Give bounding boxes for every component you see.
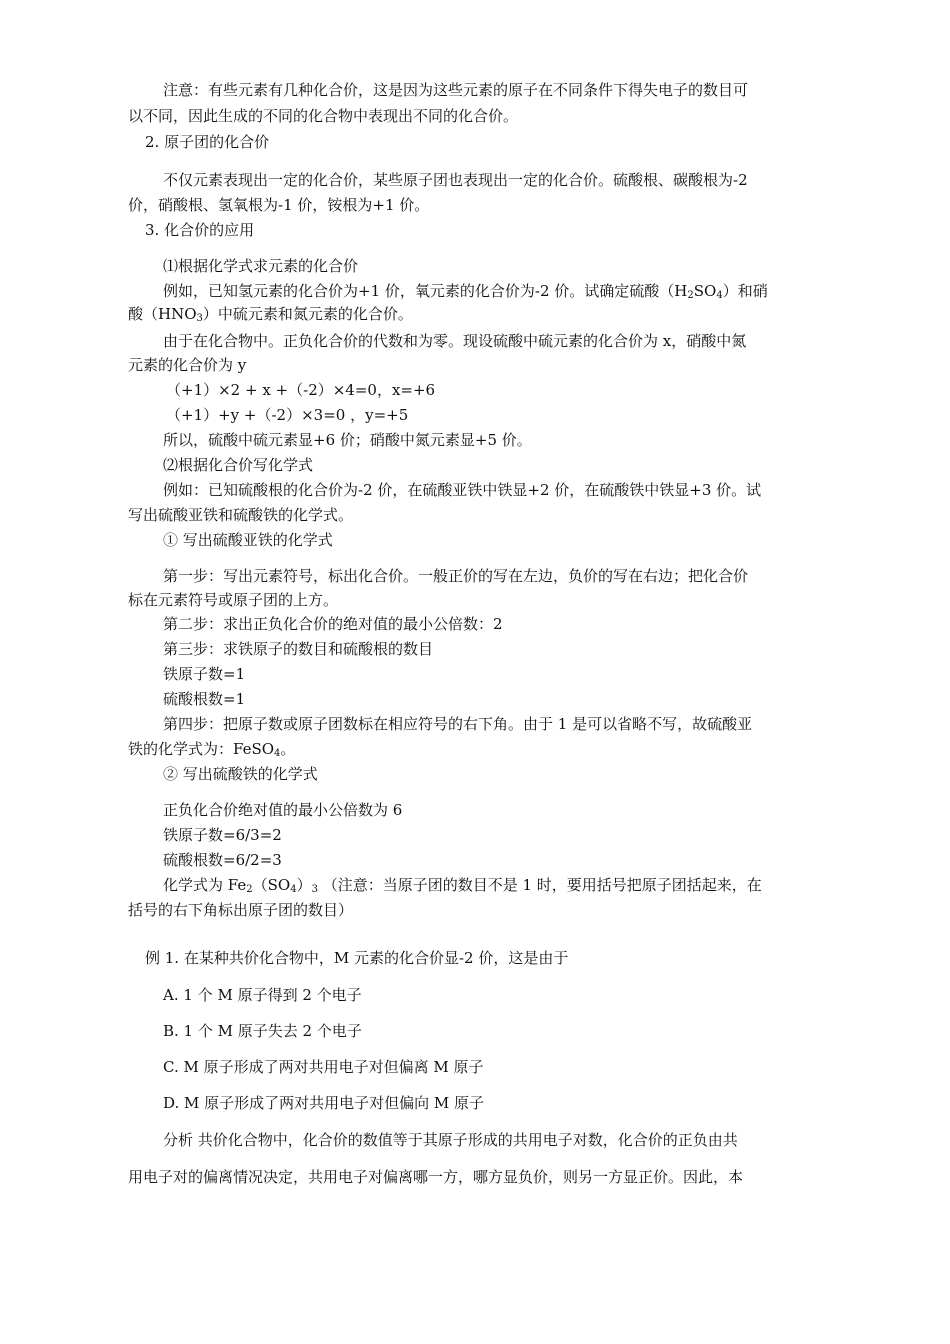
equation-1: （+1）×2 + x +（-2）×4=0，x=+6 [166,381,436,399]
part-1-heading: ① 写出硫酸亚铁的化学式 [163,531,333,549]
step-2: 第二步：求出正负化合价的绝对值的最小公倍数：2 [163,615,503,633]
subsection-2-example-line-1: 例如：已知硫酸根的化合价为-2 价，在硫酸亚铁中铁显+2 价，在硫酸铁中铁显+3 价。试 [163,481,762,499]
analysis-line-1: 分析 共价化合物中，化合价的数值等于其原子形成的共用电子对数，化合价的正负由共 [163,1131,738,1149]
section-2-line-2: 价，硝酸根、氢氧根为-1 价，铵根为+1 价。 [128,196,430,214]
lcm-line: 正负化合价绝对值的最小公倍数为 6 [163,801,403,819]
subsection-1-conclusion: 所以，硫酸中硫元素显+6 价；硝酸中氮元素显+5 价。 [163,431,532,449]
analysis-line-2: 用电子对的偏离情况决定，共用电子对偏离哪一方，哪方显负价，则另一方显正价。因此，本 [128,1168,744,1186]
subsection-1-example-line-2: 酸$(HNO_3)$中硫元素和氮元素的化合价。 [128,305,413,324]
step-4-line-2: 铁的化学式为：FeSO$_4$。 [128,740,296,759]
subsection-2-heading: ⑵根据化合价写化学式 [163,456,314,474]
section-2-line-1: 不仅元素表现出一定的化合价，某些原子团也表现出一定的化合价。硫酸根、碳酸根为-2 [163,171,748,189]
step-1-line-2: 标在元素符号或原子团的上方。 [128,591,339,609]
section-3-heading: 3. 化合价的应用 [145,221,255,239]
subsection-1-reason-line-1: 由于在化合物中。正负化合价的代数和为零。现设硫酸中硫元素的化合价为 x，硝酸中氮 [163,332,747,350]
iron-atom-count: 铁原子数=1 [163,665,246,683]
part-2-heading: ② 写出硫酸铁的化学式 [163,765,318,783]
option-d: D. M 原子形成了两对共用电子对但偏向 M 原子 [163,1094,485,1112]
subsection-1-heading: ⑴根据化学式求元素的化合价 [163,257,359,275]
note-line-2: 以不同，因此生成的不同的化合物中表现出不同的化合价。 [128,107,519,125]
step-3: 第三步：求铁原子的数目和硫酸根的数目 [163,640,434,658]
step-4-line-1: 第四步：把原子数或原子团数标在相应符号的右下角。由于 1 是可以省略不写，故硫酸亚 [163,715,753,733]
equation-2: （+1）+y +（-2）×3=0 ，y=+5 [166,406,409,424]
iron-atom-count-2: 铁原子数=6/3=2 [163,826,282,844]
example-1-question: 例 1. 在某种共价化合物中，M 元素的化合价显-2 价，这是由于 [145,949,569,967]
sulfate-count-2: 硫酸根数=6/2=3 [163,851,282,869]
formula-line-1: 化学式为 $Fe_2(SO_4)_3$ （注意：当原子团的数目不是 1 时，要用括号把原子团括起来，在 [163,876,762,895]
subsection-1-example-line-1: 例如，已知氢元素的化合价为+1 价，氧元素的化合价为-2 价。试确定硫酸$(H_2SO_4)$和硝 [163,282,768,301]
note-line-1: 注意：有些元素有几种化合价，这是因为这些元素的原子在不同条件下得失电子的数目可 [163,81,749,99]
subsection-1-reason-line-2: 元素的化合价为 y [128,356,247,374]
option-c: C. M 原子形成了两对共用电子对但偏离 M 原子 [163,1058,484,1076]
option-a: A. 1 个 M 原子得到 2 个电子 [163,986,362,1004]
sulfate-count: 硫酸根数=1 [163,690,246,708]
step-1-line-1: 第一步：写出元素符号，标出化合价。一般正价的写在左边，负价的写在右边；把化合价 [163,567,749,585]
section-2-heading: 2. 原子团的化合价 [145,133,270,151]
formula-line-2: 括号的右下角标出原子团的数目） [128,901,354,919]
subsection-2-example-line-2: 写出硫酸亚铁和硫酸铁的化学式。 [128,506,354,524]
option-b: B. 1 个 M 原子失去 2 个电子 [163,1022,362,1040]
